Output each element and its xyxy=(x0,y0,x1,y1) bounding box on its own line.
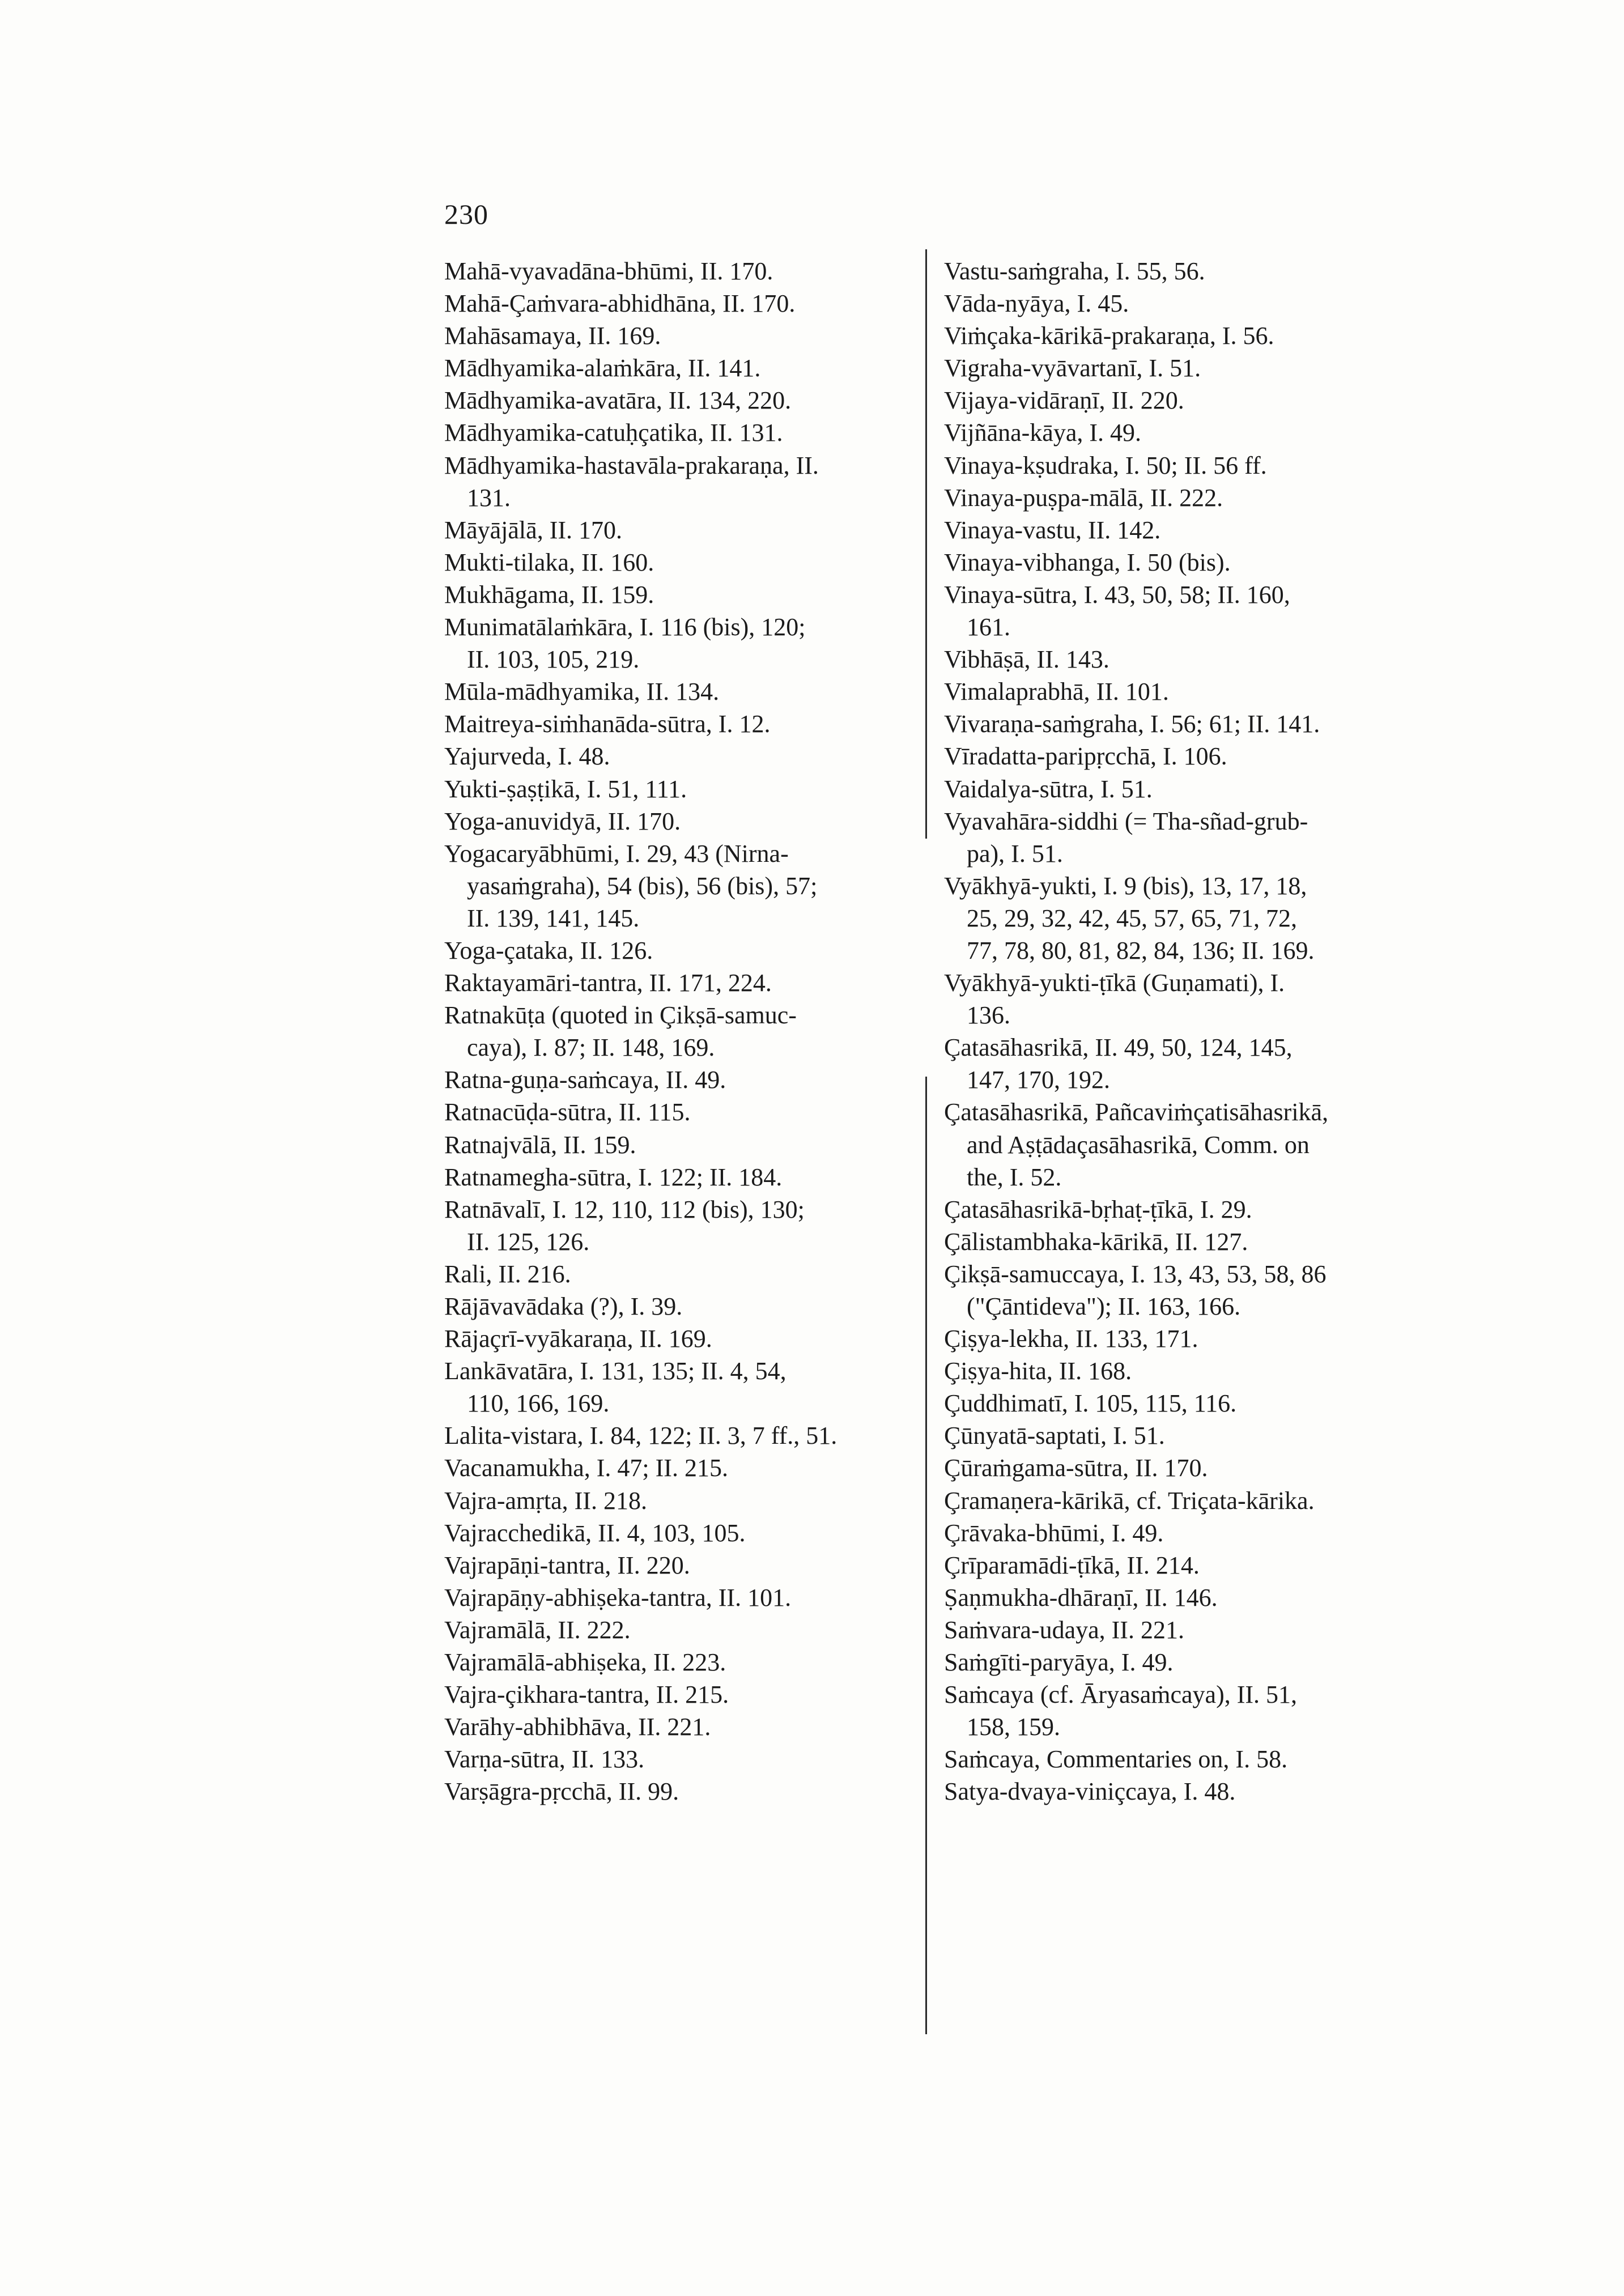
index-entry xyxy=(444,1549,926,1581)
index-entry-line: Vyavahāra-siddhi (= Tha-sñad-grub- xyxy=(944,807,1308,835)
index-entry xyxy=(444,449,926,514)
index-entry xyxy=(444,416,926,449)
index-entry xyxy=(944,1226,1431,1258)
index-entry xyxy=(444,1193,926,1258)
index-entry-line: Vajrapāṇy-abhiṣeka-tantra, II. 101. xyxy=(444,1583,792,1612)
index-entry xyxy=(444,514,926,546)
index-entry xyxy=(944,1614,1431,1646)
index-entry-line: Varṇa-sūtra, II. 133. xyxy=(444,1745,645,1774)
index-entry-continuation: and Aṣṭādaçasāhasrikā, Comm. on xyxy=(967,1130,1310,1159)
index-entry xyxy=(444,287,926,320)
index-entry xyxy=(944,1646,1431,1678)
index-entry xyxy=(444,708,926,740)
index-entry-line: Mādhyamika-avatāra, II. 134, 220. xyxy=(444,386,792,415)
index-entry xyxy=(444,546,926,579)
index-entry-line: Saṁvara-udaya, II. 221. xyxy=(944,1615,1184,1644)
index-entry-line: Çūraṁgama-sūtra, II. 170. xyxy=(944,1454,1208,1482)
index-entry-continuation: 158, 159. xyxy=(967,1713,1060,1741)
index-entry-line: Varāhy-abhibhāva, II. 221. xyxy=(444,1713,711,1741)
index-entry-line: Vinaya-vibhanga, I. 50 (bis). xyxy=(944,548,1231,576)
index-entry-continuation: 147, 170, 192. xyxy=(967,1066,1110,1094)
index-entry-continuation: 131. xyxy=(467,483,511,512)
index-entry-continuation: caya), I. 87; II. 148, 169. xyxy=(467,1034,715,1062)
index-entry xyxy=(944,1775,1431,1808)
index-entry-line: Çiṣya-hita, II. 168. xyxy=(944,1357,1132,1385)
index-entry xyxy=(444,740,926,772)
index-entry-line: Rājaçrī-vyākaraṇa, II. 169. xyxy=(444,1325,712,1353)
index-entry-line: Vajramālā-abhiṣeka, II. 223. xyxy=(444,1648,726,1677)
index-entry-line: Lalita-vistara, I. 84, 122; II. 3, 7 ff., 51. xyxy=(444,1422,837,1450)
index-entry-line: Vāda-nyāya, I. 45. xyxy=(944,290,1129,318)
index-entry xyxy=(444,1743,926,1775)
index-entry-line: Rājāvavādaka (?), I. 39. xyxy=(444,1292,683,1320)
index-entry-line: Çatasāhasrikā, II. 49, 50, 124, 145, xyxy=(944,1034,1293,1062)
index-entry xyxy=(944,546,1431,579)
index-entry xyxy=(944,773,1431,805)
index-entry-line: Ratnamegha-sūtra, I. 122; II. 184. xyxy=(444,1163,783,1191)
index-entry-line: Viṁçaka-kārikā-prakaraṇa, I. 56. xyxy=(944,322,1274,350)
index-entry xyxy=(944,1355,1431,1387)
index-entry xyxy=(444,675,926,708)
index-entry-line: Saṁcaya (cf. Āryasaṁcaya), II. 51, xyxy=(944,1681,1298,1709)
index-entry-line: Çūnyatā-saptati, I. 51. xyxy=(944,1422,1165,1450)
index-entry xyxy=(444,999,926,1064)
index-entry xyxy=(944,870,1431,967)
index-entry xyxy=(444,611,926,675)
index-entry xyxy=(944,805,1431,870)
index-entry-line: Mūla-mādhyamika, II. 134. xyxy=(444,678,720,706)
index-entry-line: Saṁgīti-paryāya, I. 49. xyxy=(944,1648,1174,1677)
index-entry-line: Raktayamāri-tantra, II. 171, 224. xyxy=(444,969,772,997)
index-entry xyxy=(444,934,926,967)
index-entry-line: Vyākhyā-yukti-ṭīkā (Guṇamati), I. xyxy=(944,969,1285,997)
index-entry xyxy=(444,1323,926,1355)
index-entry xyxy=(444,1452,926,1484)
index-entry xyxy=(444,1614,926,1646)
index-entry-line: Munimatālaṁkāra, I. 116 (bis), 120; xyxy=(444,613,806,641)
index-entry-line: Çiṣya-lekha, II. 133, 171. xyxy=(944,1325,1198,1353)
index-entry xyxy=(944,967,1431,1031)
index-entry-line: Satya-dvaya-viniçcaya, I. 48. xyxy=(944,1778,1236,1806)
index-entry xyxy=(444,805,926,837)
index-entry-line: Maitreya-siṁhanāda-sūtra, I. 12. xyxy=(444,710,771,738)
index-entry xyxy=(944,1517,1431,1549)
index-entry-line: Çuddhimatī, I. 105, 115, 116. xyxy=(944,1389,1237,1418)
index-entry-line: Vijñāna-kāya, I. 49. xyxy=(944,419,1142,447)
index-entry-continuation: 25, 29, 32, 42, 45, 57, 65, 71, 72, xyxy=(967,904,1297,932)
index-entry xyxy=(444,1678,926,1711)
index-entry-line: Vimalaprabhā, II. 101. xyxy=(944,678,1169,706)
index-entry-line: Vigraha-vyāvartanī, I. 51. xyxy=(944,354,1201,382)
index-entry xyxy=(944,740,1431,772)
index-entry-line: Lankāvatāra, I. 131, 135; II. 4, 54, xyxy=(444,1357,787,1385)
index-entry-line: Çikṣā-samuccaya, I. 13, 43, 53, 58, 86 xyxy=(944,1260,1327,1288)
index-entry-line: Mahāsamaya, II. 169. xyxy=(444,322,661,350)
index-entry xyxy=(444,1129,926,1161)
index-entry-line: Vīradatta-paripṛcchā, I. 106. xyxy=(944,742,1227,771)
index-entry xyxy=(444,1581,926,1614)
index-entry-line: Vinaya-puṣpa-mālā, II. 222. xyxy=(944,483,1223,512)
index-entry-line: Vinaya-vastu, II. 142. xyxy=(944,516,1161,544)
index-entry xyxy=(944,1258,1431,1323)
index-entry-line: Vivaraṇa-saṁgraha, I. 56; 61; II. 141. xyxy=(944,710,1320,738)
index-entry xyxy=(944,708,1431,740)
index-entry-continuation: the, I. 52. xyxy=(967,1163,1062,1191)
index-entry-continuation: yasaṁgraha), 54 (bis), 56 (bis), 57; xyxy=(467,871,818,900)
index-entry xyxy=(944,287,1431,320)
index-entry xyxy=(944,1485,1431,1517)
index-entry xyxy=(944,1387,1431,1419)
index-column-right xyxy=(944,255,1431,1808)
index-entry-line: Vinaya-kṣudraka, I. 50; II. 56 ff. xyxy=(944,451,1267,479)
index-entry-line: Çālistambhaka-kārikā, II. 127. xyxy=(944,1227,1248,1256)
index-entry-line: Çatasāhasrikā-bṛhaṭ-ṭīkā, I. 29. xyxy=(944,1195,1252,1223)
index-entry xyxy=(444,1064,926,1096)
index-entry-line: Ratnakūṭa (quoted in Çikṣā-samuc- xyxy=(444,1001,797,1030)
index-entry xyxy=(444,1775,926,1808)
index-entry-continuation: ("Çāntideva"); II. 163, 166. xyxy=(967,1292,1241,1320)
index-entry xyxy=(444,1517,926,1549)
index-entry xyxy=(944,579,1431,643)
index-entry xyxy=(444,579,926,611)
index-entry-line: Vajra-çikhara-tantra, II. 215. xyxy=(444,1681,729,1709)
index-entry xyxy=(444,1258,926,1290)
index-entry xyxy=(444,1290,926,1323)
index-entry-continuation: 161. xyxy=(967,613,1010,641)
index-entry-line: Vajracchedikā, II. 4, 103, 105. xyxy=(444,1519,746,1547)
index-entry xyxy=(944,675,1431,708)
index-entry xyxy=(944,643,1431,675)
index-entry-line: Mahā-vyavadāna-bhūmi, II. 170. xyxy=(444,257,773,285)
index-entry-line: Ratnajvālā, II. 159. xyxy=(444,1130,636,1159)
index-entry-line: Varṣāgra-pṛcchā, II. 99. xyxy=(444,1778,679,1806)
index-entry xyxy=(944,1419,1431,1452)
index-entry xyxy=(944,320,1431,352)
index-entry xyxy=(944,1323,1431,1355)
index-entry xyxy=(944,416,1431,449)
index-entry xyxy=(944,1096,1431,1193)
index-entry-line: Yoga-çataka, II. 126. xyxy=(444,936,653,964)
index-entry-continuation: pa), I. 51. xyxy=(967,839,1063,868)
index-entry xyxy=(444,773,926,805)
index-entry-line: Çatasāhasrikā, Pañcaviṁçatisāhasrikā, xyxy=(944,1098,1329,1126)
index-entry-line: Mādhyamika-hastavāla-prakaraṇa, II. xyxy=(444,451,819,479)
index-entry xyxy=(944,1581,1431,1614)
index-entry-line: Yajurveda, I. 48. xyxy=(444,742,610,771)
index-entry-line: Yukti-ṣaṣṭikā, I. 51, 111. xyxy=(444,775,687,803)
index-entry xyxy=(944,352,1431,384)
index-entry-line: Vinaya-sūtra, I. 43, 50, 58; II. 160, xyxy=(944,580,1290,609)
index-entry xyxy=(444,837,926,934)
index-entry-line: Yoga-anuvidyā, II. 170. xyxy=(444,807,681,835)
index-entry-line: Yogacaryābhūmi, I. 29, 43 (Nirna- xyxy=(444,839,789,868)
index-entry-continuation: 110, 166, 169. xyxy=(467,1389,610,1418)
index-entry xyxy=(944,255,1431,287)
index-entry xyxy=(444,320,926,352)
index-entry-continuation: II. 103, 105, 219. xyxy=(467,645,640,674)
index-entry-line: Mādhyamika-alaṁkāra, II. 141. xyxy=(444,354,761,382)
index-entry-line: Vastu-saṁgraha, I. 55, 56. xyxy=(944,257,1205,285)
index-entry xyxy=(444,1419,926,1452)
index-entry xyxy=(944,1549,1431,1581)
index-entry-line: Mukhāgama, II. 159. xyxy=(444,580,654,609)
index-entry-line: Vacanamukha, I. 47; II. 215. xyxy=(444,1454,728,1482)
index-entry xyxy=(444,1161,926,1193)
index-entry-continuation: 136. xyxy=(967,1001,1010,1030)
index-entry xyxy=(944,384,1431,416)
index-entry-continuation: II. 125, 126. xyxy=(467,1227,590,1256)
index-entry-line: Ratnacūḍa-sūtra, II. 115. xyxy=(444,1098,691,1126)
index-entry-line: Çramaṇera-kārikā, cf. Triçata-kārika. xyxy=(944,1486,1315,1515)
index-entry xyxy=(444,255,926,287)
index-entry-line: Mukti-tilaka, II. 160. xyxy=(444,548,654,576)
index-entry xyxy=(444,1096,926,1128)
index-entry-line: Vyākhyā-yukti, I. 9 (bis), 13, 17, 18, xyxy=(944,871,1307,900)
index-entry-continuation: II. 139, 141, 145. xyxy=(467,904,640,932)
index-entry-line: Māyājālā, II. 170. xyxy=(444,516,622,544)
index-entry-line: Ratna-guṇa-saṁcaya, II. 49. xyxy=(444,1066,726,1094)
index-entry-line: Mahā-Çaṁvara-abhidhāna, II. 170. xyxy=(444,290,796,318)
index-entry-line: Vajramālā, II. 222. xyxy=(444,1615,631,1644)
index-entry-continuation: 77, 78, 80, 81, 82, 84, 136; II. 169. xyxy=(967,936,1315,964)
index-entry-line: Ṣaṇmukha-dhāraṇī, II. 146. xyxy=(944,1583,1218,1612)
index-entry-line: Çrīparamādi-ṭīkā, II. 214. xyxy=(944,1551,1200,1579)
index-entry-line: Ratnāvalī, I. 12, 110, 112 (bis), 130; xyxy=(444,1195,805,1223)
index-entry xyxy=(444,1711,926,1743)
index-entry xyxy=(944,1193,1431,1226)
index-entry xyxy=(444,384,926,416)
index-entry-line: Vijaya-vidāraṇī, II. 220. xyxy=(944,386,1184,415)
index-entry-line: Çrāvaka-bhūmi, I. 49. xyxy=(944,1519,1164,1547)
index-entry xyxy=(944,1678,1431,1743)
index-entry-line: Vajra-amṛta, II. 218. xyxy=(444,1486,647,1515)
index-entry xyxy=(944,1452,1431,1484)
index-entry xyxy=(444,1485,926,1517)
index-entry-line: Vaidalya-sūtra, I. 51. xyxy=(944,775,1153,803)
index-entry xyxy=(944,482,1431,514)
index-entry xyxy=(444,1646,926,1678)
index-entry xyxy=(444,967,926,999)
index-entry-line: Vajrapāṇi-tantra, II. 220. xyxy=(444,1551,690,1579)
index-entry xyxy=(944,514,1431,546)
index-entry xyxy=(444,1355,926,1419)
index-entry xyxy=(944,1031,1431,1096)
index-column-left xyxy=(444,255,926,1808)
index-entry-line: Saṁcaya, Commentaries on, I. 58. xyxy=(944,1745,1288,1774)
index-entry xyxy=(944,449,1431,482)
index-entry xyxy=(444,352,926,384)
index-entry-line: Vibhāṣā, II. 143. xyxy=(944,645,1109,674)
index-entry-line: Rali, II. 216. xyxy=(444,1260,571,1288)
index-entry xyxy=(944,1743,1431,1775)
index-entry-line: Mādhyamika-catuḥçatika, II. 131. xyxy=(444,419,783,447)
page-number: 230 xyxy=(444,198,488,230)
